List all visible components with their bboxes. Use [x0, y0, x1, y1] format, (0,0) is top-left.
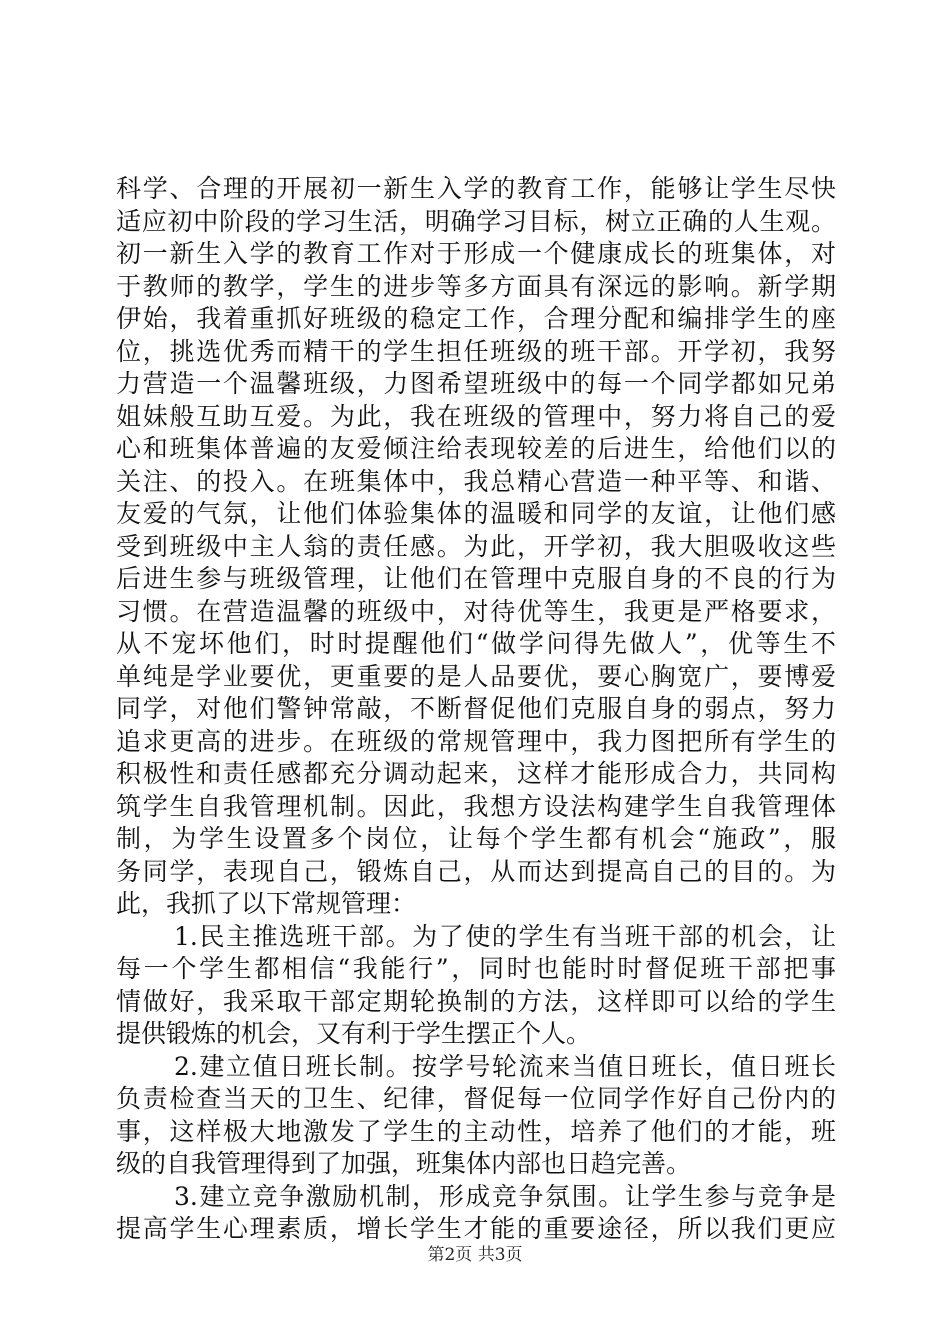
- text-line: 习惯。在营造温馨的班级中，对待优等生，我更是严格要求，: [116, 596, 836, 626]
- text-line: 3.建立竞争激励机制，形成竞争氛围。让学生参与竞争是: [174, 1181, 836, 1211]
- text-line: 适应初中阶段的学习生活，明确学习目标，树立正确的人生观。: [116, 206, 836, 236]
- text-line: 筑学生自我管理机制。因此，我想方设法构建学生自我管理体: [116, 791, 836, 821]
- text-line: 负责检查当天的卫生、纪律，督促每一位同学作好自己份内的: [116, 1084, 836, 1113]
- text-line: 后进生参与班级管理，让他们在管理中克服自身的不良的行为: [116, 564, 836, 593]
- text-line: 心和班集体普遍的友爱倾注给表现较差的后进生，给他们以的: [116, 434, 836, 463]
- text-line: 2.建立值日班长制。按学号轮流来当值日班长，值日班长: [174, 1051, 836, 1081]
- text-line: 积极性和责任感都充分调动起来，这样才能形成合力，共同构: [116, 759, 836, 788]
- text-line: 此，我抓了以下常规管理：: [116, 889, 417, 918]
- text-line: 追求更高的进步。在班级的常规管理中，我力图把所有学生的: [116, 726, 836, 756]
- text-line: 姐妹般互助互爱。为此，我在班级的管理中，努力将自己的爱: [116, 401, 836, 431]
- page-footer: 第2页 共3页: [427, 1245, 523, 1265]
- text-line: 科学、合理的开展初一新生入学的教育工作，能够让学生尽快: [116, 174, 836, 203]
- text-line: 受到班级中主人翁的责任感。为此，开学初，我大胆吸收这些: [116, 531, 836, 561]
- text-line: 级的自我管理得到了加强，班集体内部也日趋完善。: [116, 1149, 692, 1178]
- text-line: 情做好，我采取干部定期轮换制的方法，这样即可以给的学生: [116, 986, 836, 1016]
- text-line: 制，为学生设置多个岗位，让每个学生都有机会“施政”，服: [116, 824, 836, 853]
- text-line: 单纯是学业要优，更重要的是人品要优，要心胸宽广，要博爱: [116, 661, 836, 691]
- text-line: 初一新生入学的教育工作对于形成一个健康成长的班集体，对: [116, 239, 836, 268]
- text-line: 于教师的教学，学生的进步等多方面具有深远的影响。新学期: [116, 271, 836, 301]
- text-line: 提供锻炼的机会，又有利于学生摆正个人。: [116, 1019, 592, 1048]
- text-line: 友爱的气氛，让他们体验集体的温暖和同学的友谊，让他们感: [116, 499, 836, 528]
- document-body: [116, 173, 836, 1246]
- text-line: 1.民主推选班干部。为了使的学生有当班干部的机会，让: [174, 921, 836, 951]
- text-line: 每一个学生都相信“我能行”，同时也能时时督促班干部把事: [116, 954, 836, 983]
- text-line: 位，挑选优秀而精干的学生担任班级的班干部。开学初，我努: [116, 336, 836, 366]
- text-line: 务同学，表现自己，锻炼自己，从而达到提高自己的目的。为: [116, 856, 836, 886]
- text-line: 关注、的投入。在班集体中，我总精心营造一种平等、和谐、: [116, 466, 836, 496]
- text-line: 提高学生心理素质，增长学生才能的重要途径，所以我们更应: [116, 1214, 836, 1243]
- text-line: 同学，对他们警钟常敲，不断督促他们克服自身的弱点，努力: [116, 694, 836, 723]
- text-line: 从不宠坏他们，时时提醒他们“做学问得先做人”，优等生不: [116, 629, 836, 658]
- text-line: 事，这样极大地激发了学生的主动性，培养了他们的才能，班: [116, 1116, 836, 1146]
- text-line: 力营造一个温馨班级，力图希望班级中的每一个同学都如兄弟: [116, 369, 836, 398]
- text-line: 伊始，我着重抓好班级的稳定工作，合理分配和编排学生的座: [116, 304, 836, 333]
